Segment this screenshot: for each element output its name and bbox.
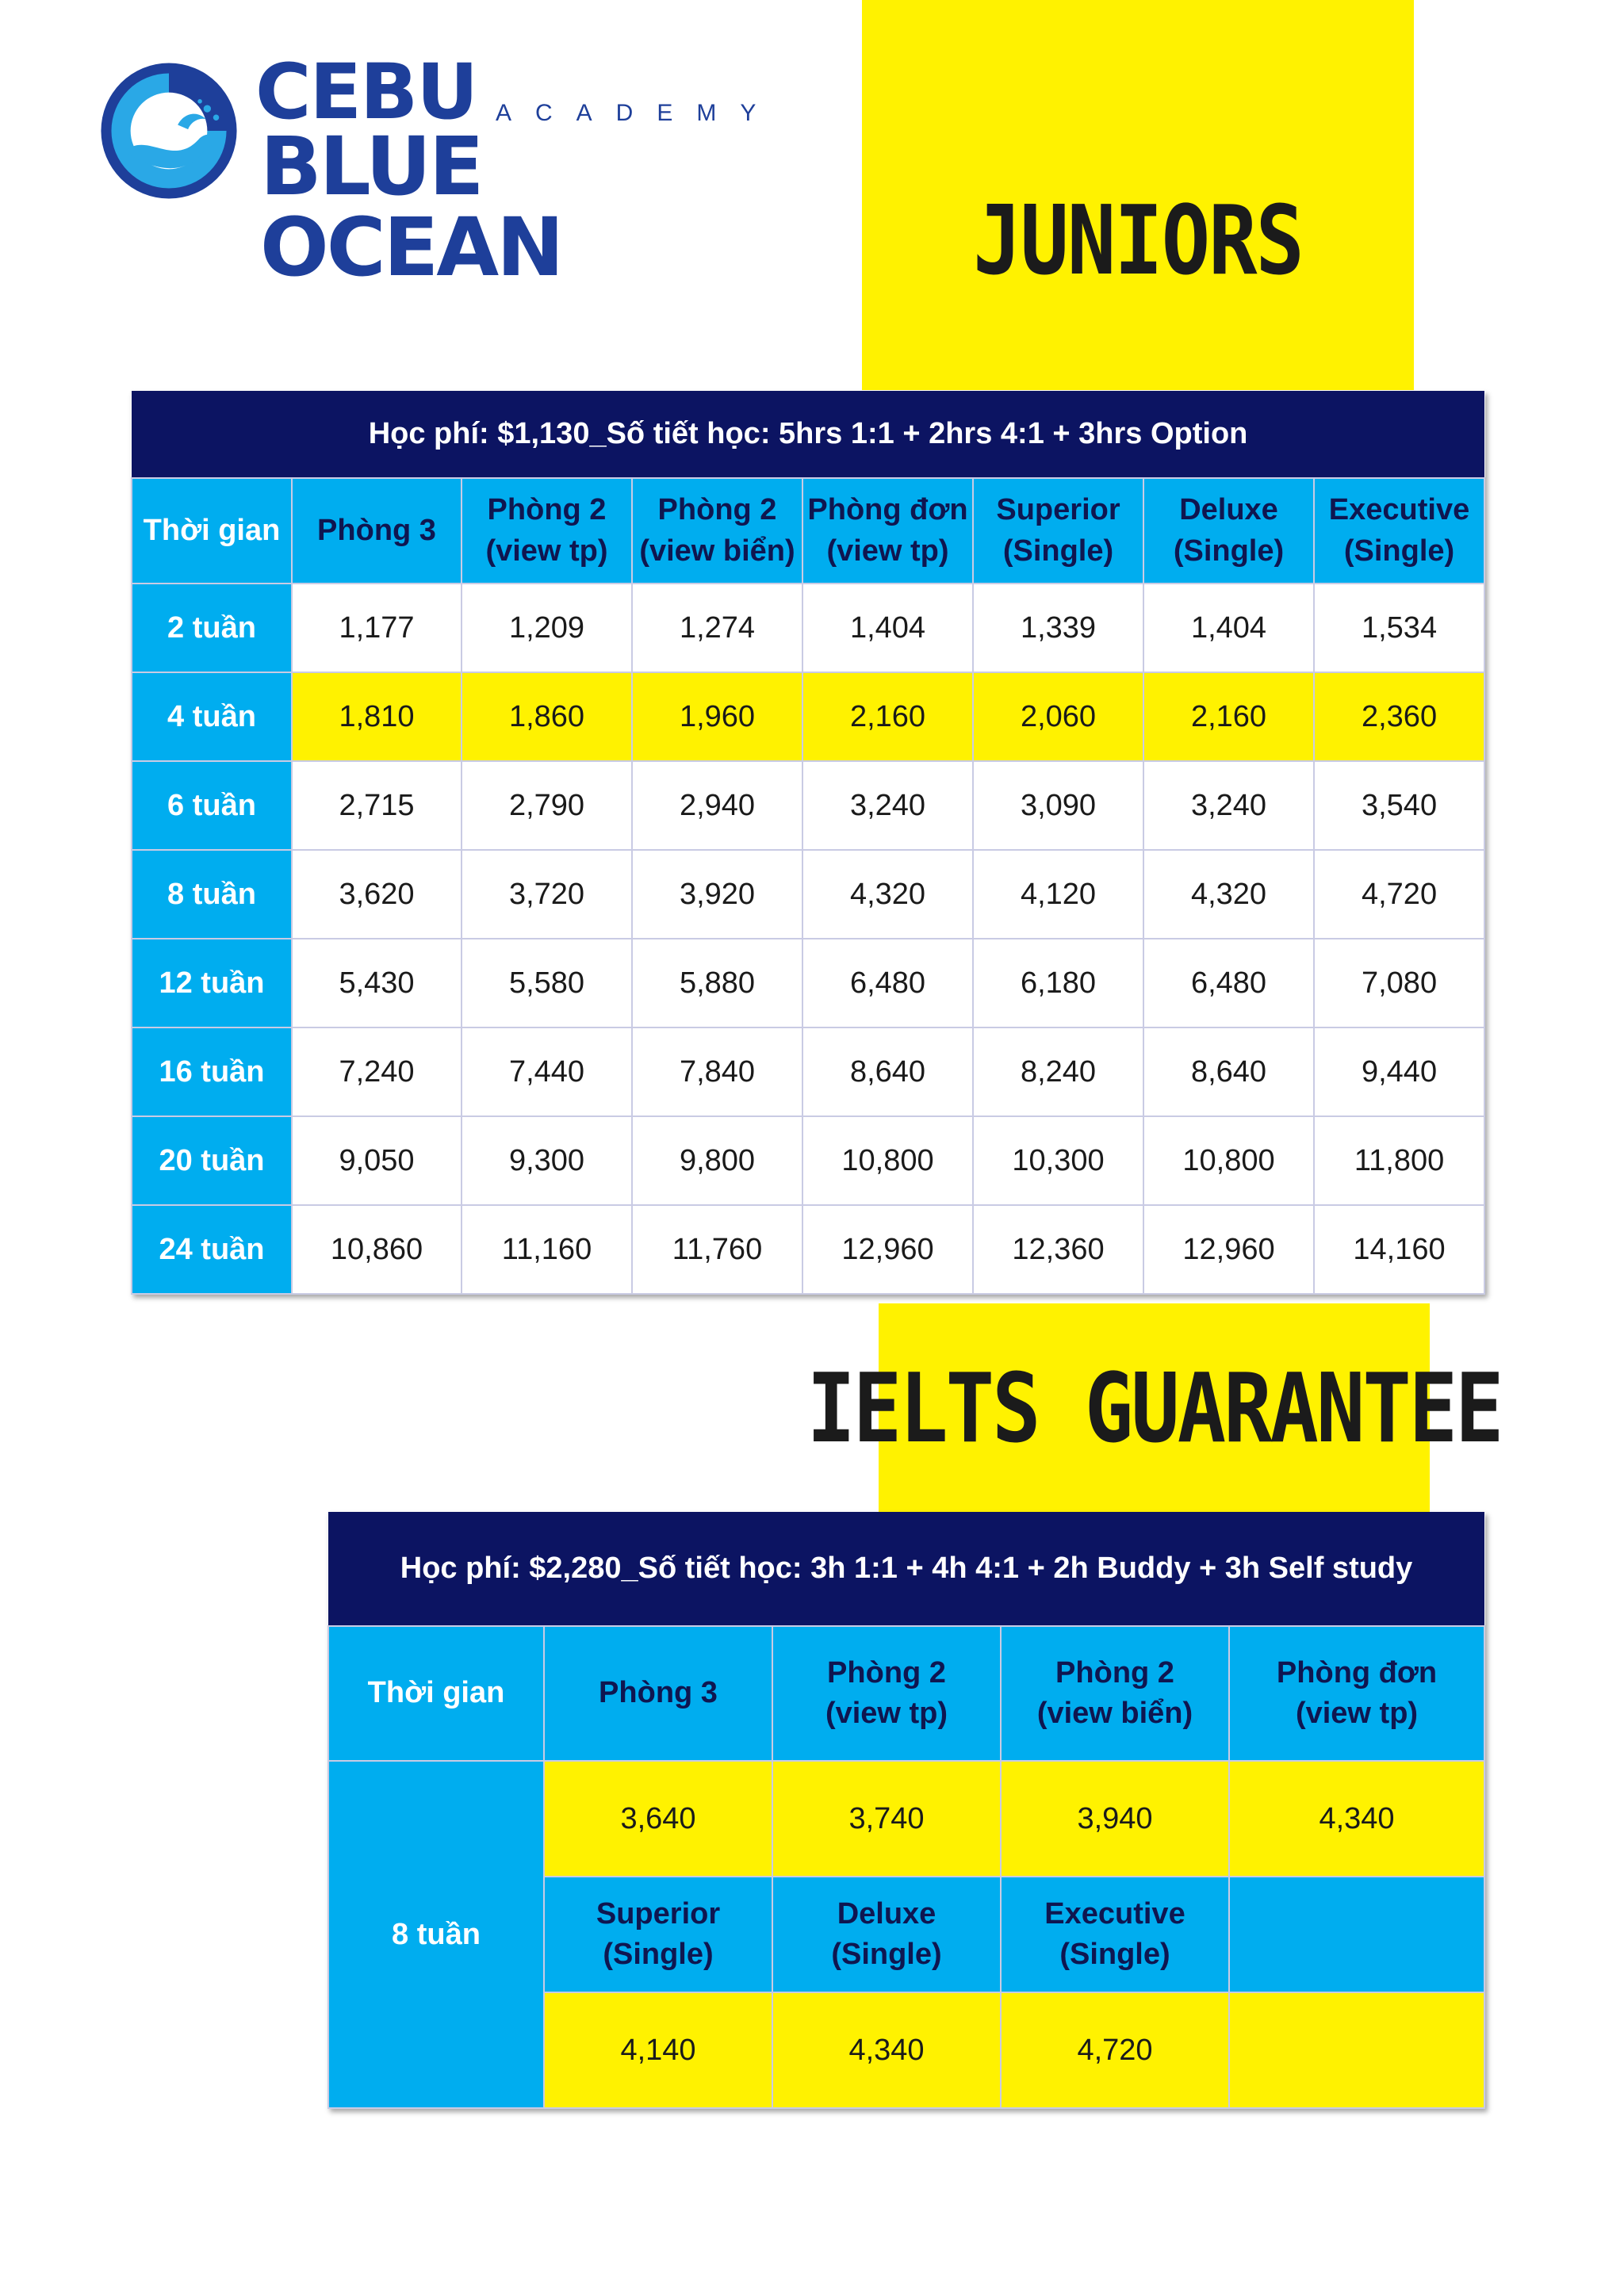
price-cell: 10,800 — [802, 1116, 973, 1205]
price-cell: 1,534 — [1314, 584, 1484, 672]
price-cell: 6,180 — [973, 939, 1143, 1027]
column-header-room: Phòng đơn (view tp) — [802, 478, 973, 584]
price-cell: 5,430 — [292, 939, 462, 1027]
row-duration-label: 20 tuần — [132, 1116, 292, 1205]
price-cell: 1,274 — [632, 584, 802, 672]
price-cell: 4,320 — [802, 850, 973, 939]
price-cell: 3,240 — [802, 761, 973, 850]
table-header-row — [132, 478, 1484, 584]
empty-header-cell — [1229, 1877, 1484, 1992]
price-cell: 3,240 — [1143, 761, 1314, 850]
price-cell: 3,540 — [1314, 761, 1484, 850]
price-cell: 7,840 — [632, 1027, 802, 1116]
price-cell: 9,800 — [632, 1116, 802, 1205]
price-cell: 1,960 — [632, 672, 802, 761]
price-cell: 14,160 — [1314, 1205, 1484, 1294]
column-header-room: Phòng 2 (view tp) — [462, 478, 632, 584]
table-row — [132, 584, 1484, 672]
column-header-room: Executive (Single) — [1314, 478, 1484, 584]
price-cell: 1,810 — [292, 672, 462, 761]
ielts-fee-title: Học phí: $2,280_Số tiết học: 3h 1:1 + 4h 4:1 + 2h Buddy + 3h Self study — [328, 1512, 1484, 1626]
price-cell: 10,860 — [292, 1205, 462, 1294]
table-row — [132, 850, 1484, 939]
table-title-row — [132, 391, 1484, 478]
table-row — [328, 1761, 1484, 1877]
price-cell: 9,300 — [462, 1116, 632, 1205]
price-cell: 7,240 — [292, 1027, 462, 1116]
price-cell: 8,640 — [802, 1027, 973, 1116]
price-cell: 9,440 — [1314, 1027, 1484, 1116]
price-cell: 3,720 — [462, 850, 632, 939]
price-cell: 7,440 — [462, 1027, 632, 1116]
column-header-room: Phòng đơn (view tp) — [1229, 1626, 1484, 1761]
logo-text-cebu: CEBU — [255, 48, 477, 136]
price-cell: 9,050 — [292, 1116, 462, 1205]
price-cell: 1,404 — [802, 584, 973, 672]
ielts-banner — [806, 1303, 1502, 1514]
price-cell: 5,580 — [462, 939, 632, 1027]
juniors-price-table — [131, 391, 1485, 1295]
price-cell: 4,720 — [1001, 1992, 1229, 2108]
price-cell: 4,340 — [772, 1992, 1001, 2108]
price-cell: 2,790 — [462, 761, 632, 850]
price-cell: 1,177 — [292, 584, 462, 672]
ielts-heading: IELTS GUARANTEE — [806, 1353, 1502, 1465]
table-row — [132, 939, 1484, 1027]
column-header-room: Superior (Single) — [544, 1877, 772, 1992]
price-cell: 2,940 — [632, 761, 802, 850]
price-cell: 12,960 — [802, 1205, 973, 1294]
table-row — [132, 672, 1484, 761]
price-cell: 4,340 — [1229, 1761, 1484, 1877]
price-cell: 6,480 — [802, 939, 973, 1027]
price-cell: 1,860 — [462, 672, 632, 761]
juniors-banner — [862, 0, 1414, 390]
price-cell: 2,160 — [1143, 672, 1314, 761]
price-cell: 2,715 — [292, 761, 462, 850]
price-cell: 1,209 — [462, 584, 632, 672]
column-header-room: Phòng 3 — [544, 1626, 772, 1761]
row-duration-label: 8 tuần — [328, 1761, 544, 2108]
ielts-price-table — [327, 1512, 1485, 2109]
price-cell: 3,090 — [973, 761, 1143, 850]
row-duration-label: 4 tuần — [132, 672, 292, 761]
price-cell: 3,740 — [772, 1761, 1001, 1877]
row-duration-label: 2 tuần — [132, 584, 292, 672]
price-cell: 3,620 — [292, 850, 462, 939]
price-cell: 3,940 — [1001, 1761, 1229, 1877]
juniors-fee-title: Học phí: $1,130_Số tiết học: 5hrs 1:1 + 2hrs 4:1 + 3hrs Option — [132, 391, 1484, 478]
price-cell: 2,360 — [1314, 672, 1484, 761]
logo-text-blue-ocean: BLUE OCEAN — [260, 120, 562, 295]
price-cell: 11,160 — [462, 1205, 632, 1294]
table-row — [132, 1027, 1484, 1116]
price-cell: 11,800 — [1314, 1116, 1484, 1205]
price-cell: 12,960 — [1143, 1205, 1314, 1294]
column-header-room: Phòng 2 (view biển) — [1001, 1626, 1229, 1761]
column-header-room: Superior (Single) — [973, 478, 1143, 584]
row-duration-label: 12 tuần — [132, 939, 292, 1027]
price-cell: 3,920 — [632, 850, 802, 939]
price-cell: 2,060 — [973, 672, 1143, 761]
empty-price-cell — [1229, 1992, 1484, 2108]
price-cell: 3,640 — [544, 1761, 772, 1877]
wave-logo-icon — [95, 57, 243, 205]
logo-text-academy: ACADEMY — [496, 100, 780, 126]
table-row — [132, 761, 1484, 850]
price-cell: 12,360 — [973, 1205, 1143, 1294]
table-title-row — [328, 1512, 1484, 1626]
price-cell: 4,320 — [1143, 850, 1314, 939]
column-header-room: Phòng 2 (view biển) — [632, 478, 802, 584]
price-cell: 4,120 — [973, 850, 1143, 939]
table-row — [132, 1116, 1484, 1205]
price-cell: 7,080 — [1314, 939, 1484, 1027]
column-header-room: Phòng 2 (view tp) — [772, 1626, 1001, 1761]
brand-logo — [95, 48, 809, 295]
row-duration-label: 8 tuần — [132, 850, 292, 939]
price-cell: 10,300 — [973, 1116, 1143, 1205]
row-duration-label: 6 tuần — [132, 761, 292, 850]
column-header-duration: Thời gian — [132, 478, 292, 584]
price-cell: 4,140 — [544, 1992, 772, 2108]
table-header-row — [328, 1626, 1484, 1761]
price-cell: 1,339 — [973, 584, 1143, 672]
juniors-heading: JUNIORS — [973, 185, 1303, 297]
price-cell: 4,720 — [1314, 850, 1484, 939]
price-cell: 2,160 — [802, 672, 973, 761]
price-cell: 10,800 — [1143, 1116, 1314, 1205]
column-header-room: Deluxe (Single) — [1143, 478, 1314, 584]
row-duration-label: 16 tuần — [132, 1027, 292, 1116]
price-cell: 1,404 — [1143, 584, 1314, 672]
column-header-room: Executive (Single) — [1001, 1877, 1229, 1992]
price-cell: 11,760 — [632, 1205, 802, 1294]
price-cell: 6,480 — [1143, 939, 1314, 1027]
row-duration-label: 24 tuần — [132, 1205, 292, 1294]
column-header-room: Deluxe (Single) — [772, 1877, 1001, 1992]
price-cell: 5,880 — [632, 939, 802, 1027]
column-header-duration: Thời gian — [328, 1626, 544, 1761]
column-header-room: Phòng 3 — [292, 478, 462, 584]
price-cell: 8,640 — [1143, 1027, 1314, 1116]
table-row — [132, 1205, 1484, 1294]
price-cell: 8,240 — [973, 1027, 1143, 1116]
